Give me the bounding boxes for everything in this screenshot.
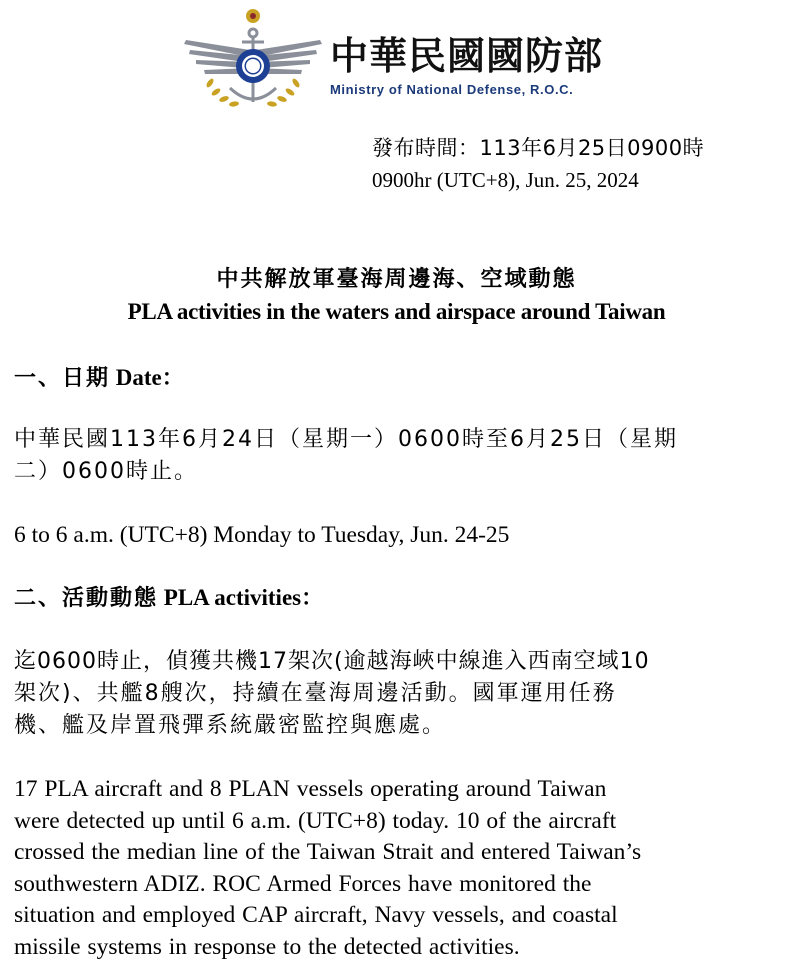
mnd-emblem-icon xyxy=(178,6,328,116)
section-date-heading xyxy=(14,362,786,395)
section-date-body-en xyxy=(14,519,786,551)
activities-en-line: situation and employed CAP aircraft, Navy vessels, and coastal xyxy=(14,902,618,928)
section-activities-line3: 機、艦及岸置飛彈系統嚴密監控與應處。 xyxy=(14,713,447,738)
document-title xyxy=(0,264,793,328)
section-activities-body-zh xyxy=(14,646,786,742)
section-activities-heading-colon: ： xyxy=(301,586,326,611)
section-date-heading-zh: 一、日期 xyxy=(14,366,111,391)
section-date-heading-colon: ： xyxy=(161,366,186,391)
section-date-heading-en: Date xyxy=(115,365,162,390)
section-activities-heading-en: PLA activities xyxy=(163,585,302,610)
org-name-english: Ministry of National Defense, R.O.C. xyxy=(330,82,574,97)
plum-blossom-icon xyxy=(246,9,260,23)
activities-en-line: were detected up until 6 a.m. (UTC+8) today. 10 of the aircraft xyxy=(14,807,617,834)
section-date xyxy=(14,362,786,395)
org-name-chinese: 中華民國國防部 xyxy=(330,34,604,78)
section-date-body-zh xyxy=(14,424,786,488)
title-zh: 中共解放軍臺海周邊海、空域動態 xyxy=(216,267,577,292)
activities-en-line: southwestern ADIZ. ROC Armed Forces have monitored the xyxy=(14,870,592,897)
title-en: PLA activities in the waters and airspace around Taiwan xyxy=(127,299,666,324)
activities-en-line: crossed the median line of the Taiwan Strait and entered Taiwan’s xyxy=(14,839,642,865)
activities-en-line: missile systems in response to the detected activities. xyxy=(14,933,520,960)
activities-en-line: 17 PLA aircraft and 8 PLAN vessels operating around Taiwan xyxy=(14,776,607,802)
section-date-text-en: 6 to 6 a.m. (UTC+8) Monday to Tuesday, Jun. 24-25 xyxy=(14,522,510,548)
release-time-en: 0900hr (UTC+8), Jun. 25, 2024 xyxy=(372,168,639,192)
section-date-line2: 二）0600時止。 xyxy=(14,459,198,484)
section-date-line1: 中華民國113年6月24日（星期一）0600時至6月25日（星期 xyxy=(14,427,678,452)
section-activities-line2: 架次)、共艦8艘次，持續在臺海周邊活動。國軍運用任務 xyxy=(14,681,617,706)
release-time-zh: 發布時間：113年6月25日0900時 xyxy=(372,136,705,160)
section-activities-heading xyxy=(14,582,786,615)
section-activities-heading-zh: 二、活動動態 xyxy=(14,586,159,611)
release-time xyxy=(372,132,704,196)
section-activities-line1: 迄0600時止，偵獲共機17架次(逾越海峽中線進入西南空域10 xyxy=(14,649,650,674)
sun-emblem-icon xyxy=(236,49,270,83)
section-activities xyxy=(14,582,786,615)
section-activities-body-en xyxy=(14,774,786,963)
ministry-header xyxy=(178,6,628,116)
